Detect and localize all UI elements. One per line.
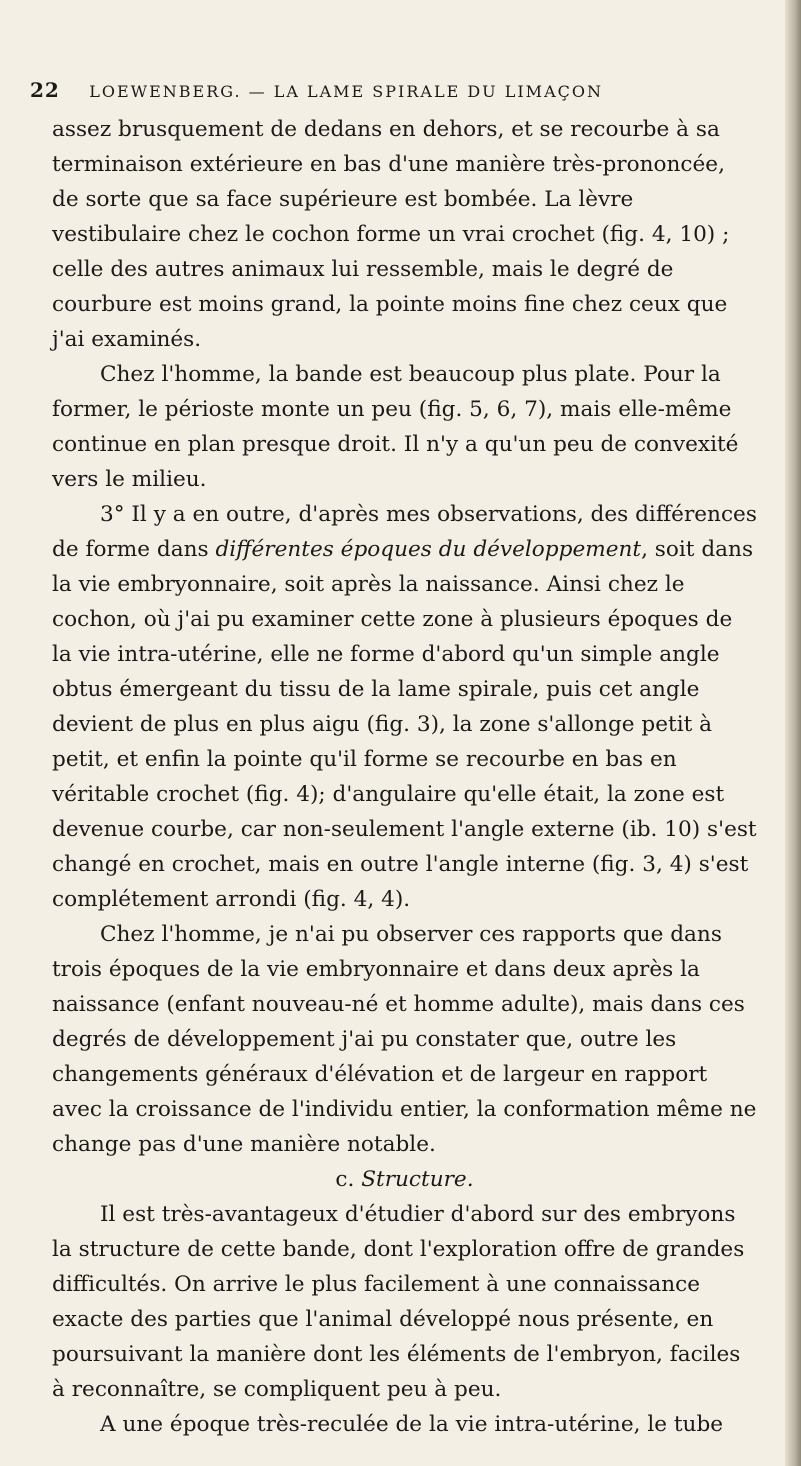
paragraph-3-emphasis: différentes époques du développement xyxy=(215,537,642,562)
paragraph-3-rest: , soit dans la vie embryonnaire, soit après la naissance. Ainsi chez le cochon, où j'ai pu examiner cette zone à plusieurs époques de la vie intra-utérine, elle ne forme d'abord qu'un simple angle obtus émergeant du tissu de la lame spirale, puis cet angle devient de plus en plus aigu (fig. 3), la zone s'allonge petit à petit, et enfin la pointe qu'il forme se recourbe en bas en véritable crochet (fig. 4); d'angulaire qu'elle était, la zone est devenue courbe, car non-seulement l'angle externe (ib. 10) s'est changé en crochet, mais en outre l'angle interne (fig. 3, 4) s'est complétement arrondi (fig. 4, 4). xyxy=(52,537,757,912)
paragraph-2: Chez l'homme, la bande est beaucoup plus plate. Pour la former, le périoste monte un peu (fig. 5, 6, 7), mais elle-même continue en plan presque droit. Il n'y a qu'un peu de convexité vers le milieu. xyxy=(52,362,739,492)
paragraph-3-start: 3° Il y a en outre, d'après mes observations, des différences de forme dans xyxy=(52,502,757,562)
subheading-title: Structure. xyxy=(361,1167,474,1192)
page-number: 22 xyxy=(30,78,60,102)
paragraph-3 xyxy=(52,497,757,917)
paragraph-5: Il est très-avantageux d'étudier d'abord sur des embryons la structure de cette bande, dont l'exploration offre de grandes difficultés. On arrive le plus facilement à une connaissance exacte des parties que l'animal développé nous présente, en poursuivant la manière dont les éléments de l'embryon, faciles à reconnaître, se compliquent peu à peu. xyxy=(52,1202,745,1402)
page-spine-edge xyxy=(785,0,801,1466)
running-title: LOEWENBERG. — LA LAME SPIRALE DU LIMAÇON xyxy=(89,82,603,101)
running-header xyxy=(30,78,750,102)
section-subheading xyxy=(52,1162,757,1197)
paragraph-4: Chez l'homme, je n'ai pu observer ces rapports que dans trois époques de la vie embryonnaire et dans deux après la naissance (enfant nouveau-né et homme adulte), mais dans ces degrés de développement j'ai pu constater que, outre les changements généraux d'élévation et de largeur en rapport avec la croissance de l'individu entier, la conformation même ne change pas d'une manière notable. xyxy=(52,922,757,1157)
paragraph-1: assez brusquement de dedans en dehors, et se recourbe à sa terminaison extérieure en bas d'une manière très-prononcée, de sorte que sa face supérieure est bombée. La lèvre vestibulaire chez le cochon forme un vrai crochet (fig. 4, 10) ; celle des autres animaux lui ressemble, mais le degré de courbure est moins grand, la pointe moins fine chez ceux que j'ai examinés. xyxy=(52,117,730,352)
subheading-prefix: c. xyxy=(335,1167,355,1192)
paragraph-6: A une époque très-reculée de la vie intra-utérine, le tube xyxy=(100,1412,724,1437)
body-text xyxy=(52,112,757,1442)
